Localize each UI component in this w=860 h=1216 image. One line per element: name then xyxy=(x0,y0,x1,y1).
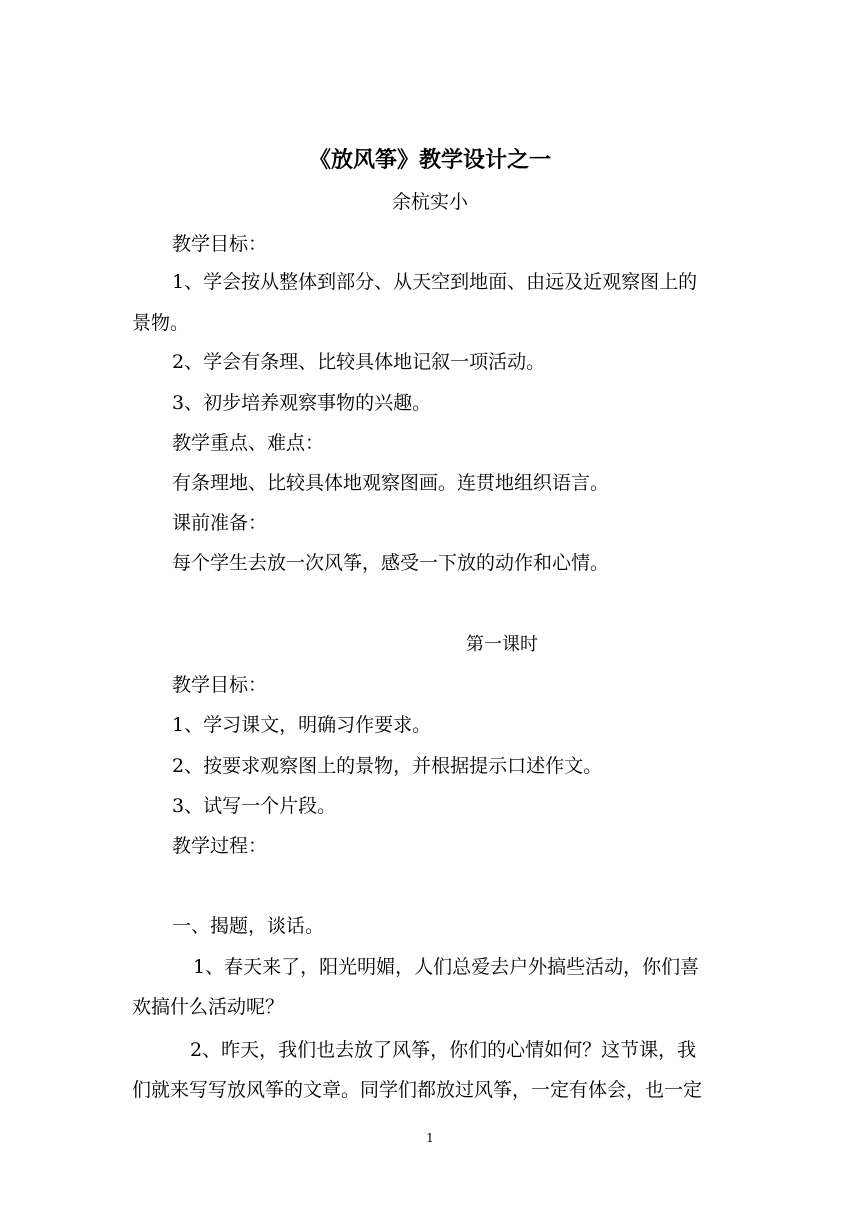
lesson-heading: 第一课时 xyxy=(466,634,538,655)
paragraph: 2、学会有条理、比较具体地记叙一项活动。 xyxy=(172,351,546,373)
process-paragraph: 2、昨天，我们也去放了风筝，你们的心情如何？这节课，我 xyxy=(190,1039,697,1061)
lesson-paragraph: 2、按要求观察图上的景物，并根据提示口述作文。 xyxy=(172,755,603,777)
paragraph: 每个学生去放一次风筝，感受一下放的动作和心情。 xyxy=(172,552,610,574)
process-paragraph: 一、揭题，谈话。 xyxy=(172,915,325,937)
process-paragraph-continuation: 欢搞什么活动呢？ xyxy=(132,996,285,1018)
paragraph-continuation: 景物。 xyxy=(132,312,190,334)
paragraph: 教学目标： xyxy=(172,233,268,255)
process-paragraph: 1、春天来了，阳光明媚，人们总爱去户外搞些活动，你们喜 xyxy=(193,956,700,978)
lesson-paragraph: 教学过程： xyxy=(172,835,268,857)
paragraph: 教学重点、难点： xyxy=(172,432,325,454)
lesson-paragraph: 教学目标： xyxy=(172,674,268,696)
paragraph: 3、初步培养观察事物的兴趣。 xyxy=(172,392,432,414)
paragraph: 1、学会按从整体到部分、从天空到地面、由远及近观察图上的 xyxy=(172,271,698,293)
document-title: 《放风筝》教学设计之一 xyxy=(308,147,551,173)
lesson-paragraph: 1、学习课文，明确习作要求。 xyxy=(172,714,432,736)
page-number: 1 xyxy=(426,1131,434,1145)
paragraph: 有条理地、比较具体地观察图画。连贯地组织语言。 xyxy=(172,472,610,494)
document-author: 余杭实小 xyxy=(391,191,468,213)
lesson-paragraph: 3、试写一个片段。 xyxy=(172,795,337,817)
paragraph: 课前准备： xyxy=(172,512,268,534)
process-paragraph-continuation: 们就来写写放风筝的文章。同学们都放过风筝，一定有体会，也一定 xyxy=(132,1079,703,1101)
